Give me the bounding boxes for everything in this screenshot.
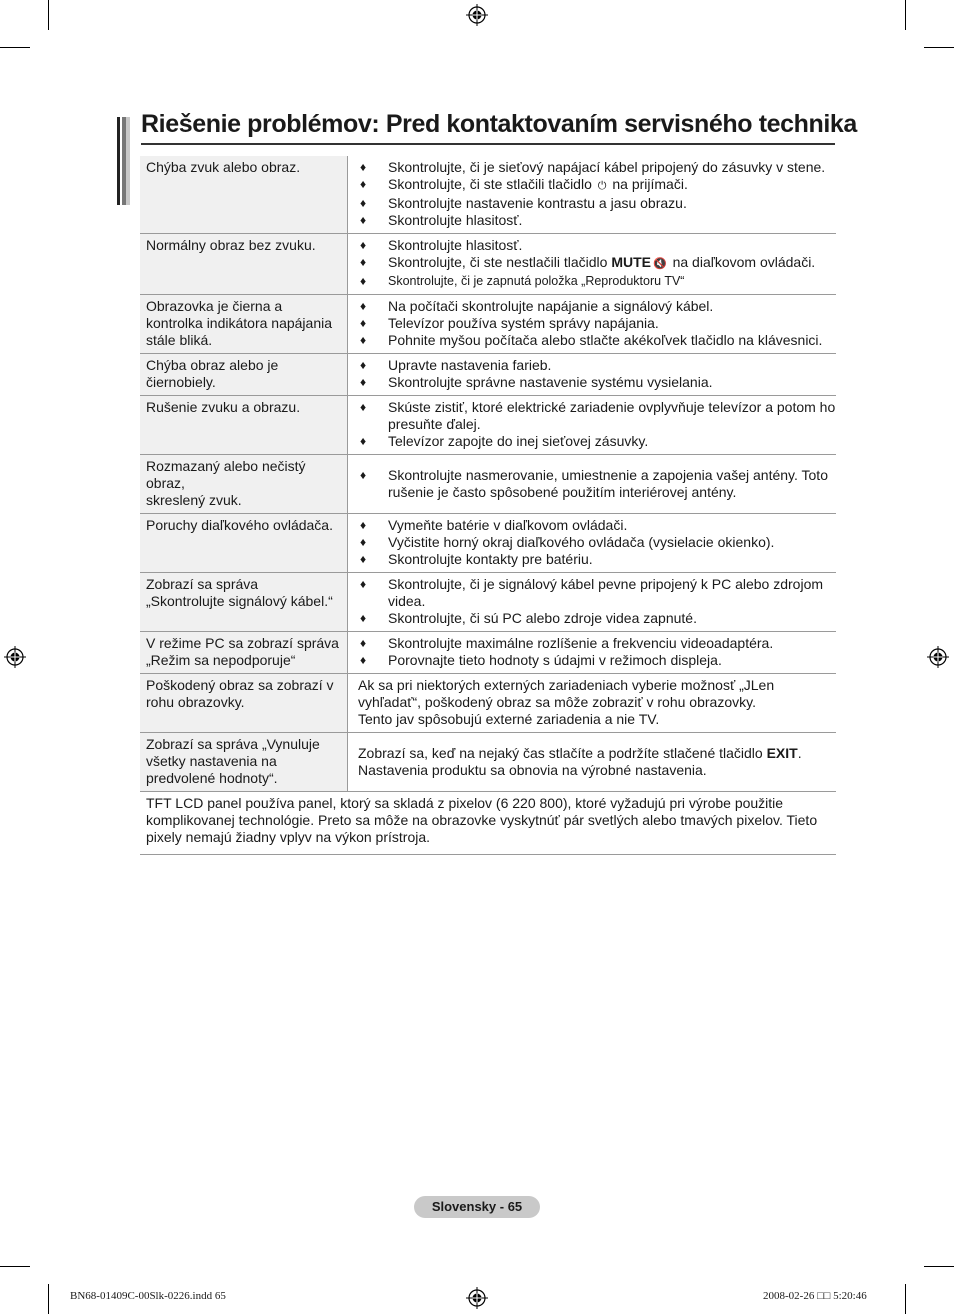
solution-list [358,517,836,568]
solution-text: Skontrolujte správne nastavenie systému vysielania. [388,374,713,390]
solution-text: Vyčistite horný okraj diaľkového ovládača (vysielacie okienko). [388,534,775,550]
solution-item [358,467,836,501]
mute-icon: 🔇 [653,258,667,270]
print-slug-right: 2008-02-26 □□ 5:20:46 [763,1290,867,1302]
crop-mark [0,1266,30,1267]
registration-mark-icon [466,4,488,26]
page-title: Riešenie problémov: Pred kontaktovaním servisného technika [141,110,835,145]
solution-item [358,357,836,374]
solution-cell [348,396,837,455]
button-label: MUTE [611,254,651,270]
solution-cell [348,455,837,514]
solution-item [358,374,836,391]
solution-list [358,635,836,669]
power-icon: ⏻ [597,180,607,192]
solution-text: Pohnite myšou počítača alebo stlačte akékoľvek tlačidlo na klávesnici. [388,332,823,348]
solution-text: Na počítači skontrolujte napájanie a signálový kábel. [388,298,714,314]
tft-panel-note: TFT LCD panel používa panel, ktorý sa skladá z pixelov (6 220 800), ktoré vyžadujú pri výrobe použitie komplikovanej technológie. Preto sa môže na obrazovke vyskytnúť pár svetlých alebo tmavých pixelov. Tieto pixely nemajú žiadny vplyv na výkon prístroja. [140,792,836,855]
solution-text: na diaľkovom ovládači. [668,254,816,270]
solution-item [358,273,836,290]
problem-cell: Rušenie zvuku a obrazu. [140,396,348,455]
solution-text: Televízor zapojte do inej sieťovej zásuvky. [388,433,649,449]
solution-text: Upravte nastavenia farieb. [388,357,552,373]
solution-text: Skontrolujte, či je sieťový napájací kábel pripojený do zásuvky v stene. [388,159,826,175]
solution-item [358,315,836,332]
solution-cell [348,234,837,295]
table-row [140,295,836,354]
solution-text [358,745,802,778]
registration-mark-icon [927,646,949,668]
solution-item [358,195,836,212]
table-row [140,674,836,733]
solution-cell [348,514,837,573]
problem-cell: Rozmazaný alebo nečistý obraz, skreslený zvuk. [140,455,348,514]
solution-cell [348,295,837,354]
solution-list [358,357,836,391]
table-row [140,455,836,514]
solution-list [358,159,836,229]
problem-cell: Poruchy diaľkového ovládača. [140,514,348,573]
troubleshooting-table-body [140,156,836,855]
problem-cell: Chýba zvuk alebo obraz. [140,156,348,234]
title-accent-bar [117,117,130,205]
solution-list [358,237,836,290]
page-number-badge: Slovensky - 65 [414,1196,540,1218]
table-note-row [140,792,836,855]
solution-cell [348,632,837,674]
problem-cell: V režime PC sa zobrazí správa „Režim sa nepodporuje“ [140,632,348,674]
crop-mark [48,1284,49,1314]
solution-cell [348,573,837,632]
solution-item [358,652,836,669]
problem-cell: Normálny obraz bez zvuku. [140,234,348,295]
solution-text: Zobrazí sa, keď na nejaký čas stlačíte a podržíte stlačené tlačidlo [358,744,767,761]
crop-mark [924,1266,954,1267]
solution-list [358,467,836,501]
table-row [140,632,836,674]
solution-text: Skúste zistiť, ktoré elektrické zariadenie ovplyvňuje televízor a potom ho presuňte ďalej. [388,399,836,432]
solution-list [358,399,836,450]
solution-text: Skontrolujte, či ste nestlačili tlačidlo [388,254,612,270]
solution-item [358,176,836,195]
solution-text: . Nastavenia produktu sa obnovia na výrobné nastavenia. [358,744,802,778]
print-slug-left: BN68-01409C-00Slk-0226.indd 65 [70,1290,226,1302]
solution-item [358,159,836,176]
solution-text: Skontrolujte, či je signálový kábel pevne pripojený k PC alebo zdrojom videa. [388,576,824,609]
registration-mark-icon [466,1287,488,1309]
crop-mark [48,0,49,30]
solution-text: Skontrolujte, či ste stlačili tlačidlo [388,176,596,192]
problem-cell: Zobrazí sa správa „Vynuluje všetky nastavenia na predvolené hodnoty“. [140,733,348,792]
solution-item [358,332,836,349]
solution-cell [348,156,837,234]
crop-mark [0,47,30,48]
solution-item [358,237,836,254]
table-row [140,573,836,632]
crop-mark [905,1284,906,1314]
solution-text: Porovnajte tieto hodnoty s údajmi v režimoch displeja. [388,652,722,668]
solution-item [358,551,836,568]
solution-cell: Ak sa pri niektorých externých zariadeniach vyberie možnosť „JLen vyhľadať“, poškodený obraz sa môže zobraziť v rohu obrazovky. Tento jav spôsobujú externé zariadenia a nie TV. [348,674,837,733]
problem-cell: Chýba obraz alebo je čiernobiely. [140,354,348,396]
solution-text: Televízor používa systém správy napájania. [388,315,659,331]
table-row [140,234,836,295]
solution-item [358,212,836,229]
solution-cell [348,354,837,396]
crop-mark [924,47,954,48]
solution-text: Skontrolujte, či sú PC alebo zdroje videa zapnuté. [388,610,697,626]
table-row [140,733,836,792]
solution-text: Vymeňte batérie v diaľkovom ovládači. [388,517,628,533]
table-row [140,514,836,573]
solution-item [358,399,836,433]
solution-item [358,610,836,627]
problem-cell: Poškodený obraz sa zobrazí v rohu obrazovky. [140,674,348,733]
solution-list [358,576,836,627]
solution-text: Skontrolujte nasmerovanie, umiestnenie a zapojenia vašej antény. Toto rušenie je často spôsobené použitím interiérovej antény. [388,466,828,500]
solution-item [358,433,836,450]
solution-item [358,517,836,534]
table-row [140,396,836,455]
problem-cell: Zobrazí sa správa „Skontrolujte signálový kábel.“ [140,573,348,632]
solution-text: Skontrolujte hlasitosť. [388,237,523,253]
solution-item [358,298,836,315]
problem-cell: Obrazovka je čierna a kontrolka indikátora napájania stále bliká. [140,295,348,354]
troubleshooting-table [140,156,836,855]
solution-text: Skontrolujte, či je zapnutá položka „Reproduktoru TV“ [388,274,685,288]
solution-item [358,576,836,610]
table-row [140,354,836,396]
crop-mark [905,0,906,30]
solution-item [358,254,836,273]
solution-text: Skontrolujte kontakty pre batériu. [388,551,593,567]
button-label: EXIT [766,744,798,761]
solution-cell [348,733,837,792]
solution-item [358,635,836,652]
solution-text: na prijímači. [608,176,688,192]
solution-text: Skontrolujte hlasitosť. [388,212,523,228]
table-row [140,156,836,234]
solution-list [358,298,836,349]
solution-item [358,534,836,551]
solution-text: Skontrolujte nastavenie kontrastu a jasu obrazu. [388,195,687,211]
registration-mark-icon [4,646,26,668]
solution-text: Skontrolujte maximálne rozlíšenie a frekvenciu videoadaptéra. [388,635,774,651]
